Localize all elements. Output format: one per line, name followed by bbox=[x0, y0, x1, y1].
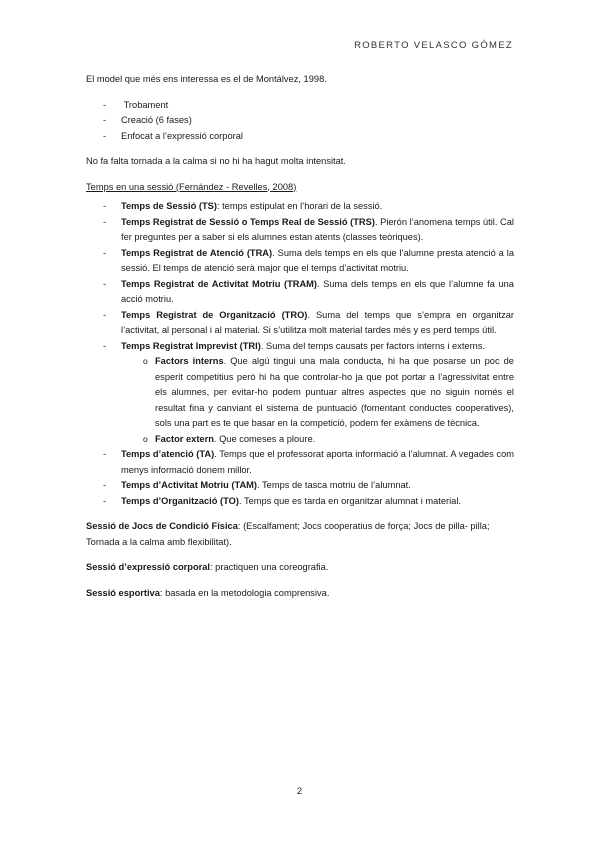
session-times-list bbox=[86, 199, 514, 509]
definition: : (Escalfament; Jocs cooperatius de força; Jocs de pilla- pilla; Tornada a la calma amb flexibilitat). bbox=[86, 521, 490, 547]
list-item: - Enfocat a l’expressió corporal bbox=[86, 129, 514, 145]
definition: . Temps que el professorat aporta informació a l’alumnat. A vegades com menys informació donem millor. bbox=[121, 449, 514, 475]
definition: . Suma del temps que s’empra en organitzar l’activitat, al personal i al material. Si s’utilitza molt material tardes més y es perd temps útil. bbox=[121, 309, 514, 335]
definition: . Pierón l’anomena temps útil. Cal fer preguntes per a saber si els alumnes estan atents (classes teòriques). bbox=[121, 216, 514, 242]
intro-paragraph: El model que més ens interessa es el de Montálvez, 1998. bbox=[86, 74, 327, 84]
sub-list-item bbox=[121, 354, 514, 432]
definition: . Que comeses a ploure. bbox=[213, 433, 316, 444]
term: Temps d’Activitat Motriu (TAM) bbox=[121, 480, 258, 490]
page-number: 2 bbox=[296, 786, 303, 797]
term: Temps Registrat de Activitat Motriu (TRAM) bbox=[121, 278, 318, 289]
term: Temps d’Organització (TO) bbox=[121, 495, 239, 506]
definition: . Temps que es tarda en organitzar alumnat i material. bbox=[238, 495, 461, 506]
term: Sessió de Jocs de Condició Física bbox=[86, 521, 238, 531]
term: Factors interns bbox=[155, 356, 224, 366]
running-header: ROBERTO VELASCO GÓMEZ bbox=[354, 40, 513, 51]
term: Temps d’atenció (TA) bbox=[121, 449, 215, 459]
sub-list-item bbox=[121, 432, 514, 448]
session-paragraph bbox=[86, 519, 514, 550]
term: Temps Registrat de Atenció (TRA) bbox=[121, 247, 273, 258]
factors-sublist bbox=[121, 354, 514, 447]
definition: . Suma del temps causats per factors interns i externs. bbox=[260, 340, 486, 351]
list-item bbox=[86, 478, 514, 494]
list-item: - Trobament bbox=[86, 98, 514, 114]
session-paragraph bbox=[86, 560, 514, 576]
definition: . Suma dels temps en els que l’alumne presta atenció a la sessió. El temps de atenció serà major que el temps d’activitat motriu. bbox=[121, 247, 514, 273]
calm-note: No fa falta tornada a la calma si no hi ha hagut molta intensitat. bbox=[86, 156, 346, 166]
term: Temps Registrat de Sessió o Temps Real de Sessió (TRS) bbox=[121, 216, 375, 227]
term: Temps de Sessió (TS) bbox=[121, 201, 217, 211]
section-title: Temps en una sessió (Fernández - Revelles, 2008) bbox=[86, 181, 297, 192]
list-item bbox=[86, 277, 514, 308]
list-item bbox=[86, 494, 514, 510]
definition: . Temps de tasca motriu de l’alumnat. bbox=[257, 480, 411, 490]
list-item bbox=[86, 447, 514, 478]
term: Temps Registrat Imprevist (TRI) bbox=[121, 340, 261, 351]
term: Sessió d’expressió corporal bbox=[86, 562, 211, 572]
term: Factor extern bbox=[155, 433, 214, 444]
list-item bbox=[86, 215, 514, 246]
list-item bbox=[86, 246, 514, 277]
definition: : basada en la metodologia comprensiva. bbox=[159, 587, 330, 598]
session-paragraph bbox=[86, 586, 514, 602]
list-item bbox=[86, 199, 514, 215]
definition: . Suma dels temps en els que l’alumne fa una acció motriu. bbox=[121, 278, 514, 304]
definition: : temps estipulat en l’horari de la sessió. bbox=[216, 201, 383, 211]
list-item: - Creació (6 fases) bbox=[86, 113, 514, 129]
list-item bbox=[86, 339, 514, 448]
model-list bbox=[86, 98, 514, 145]
definition: . Que algú tingui una mala conducta, hi ha que posarse un poc de esperit competitius però hi ha que controlar-ho ja que pot portar a l’agressivitat entre els alumnes, per evitar-ho podem puntuar altres aspectes que no siguin només el resultat fina y canviant el sistema de puntuació (fomentant conductes cooperatives), sols una part es te que basar en la competició, podem fer exàmens de tècnica. bbox=[155, 356, 514, 428]
term: Temps Registrat de Organització (TRO) bbox=[121, 309, 308, 320]
term: Sessió esportiva bbox=[86, 587, 160, 598]
definition: : practiquen una coreografia. bbox=[210, 562, 329, 572]
list-item bbox=[86, 308, 514, 339]
document-body bbox=[86, 72, 514, 611]
